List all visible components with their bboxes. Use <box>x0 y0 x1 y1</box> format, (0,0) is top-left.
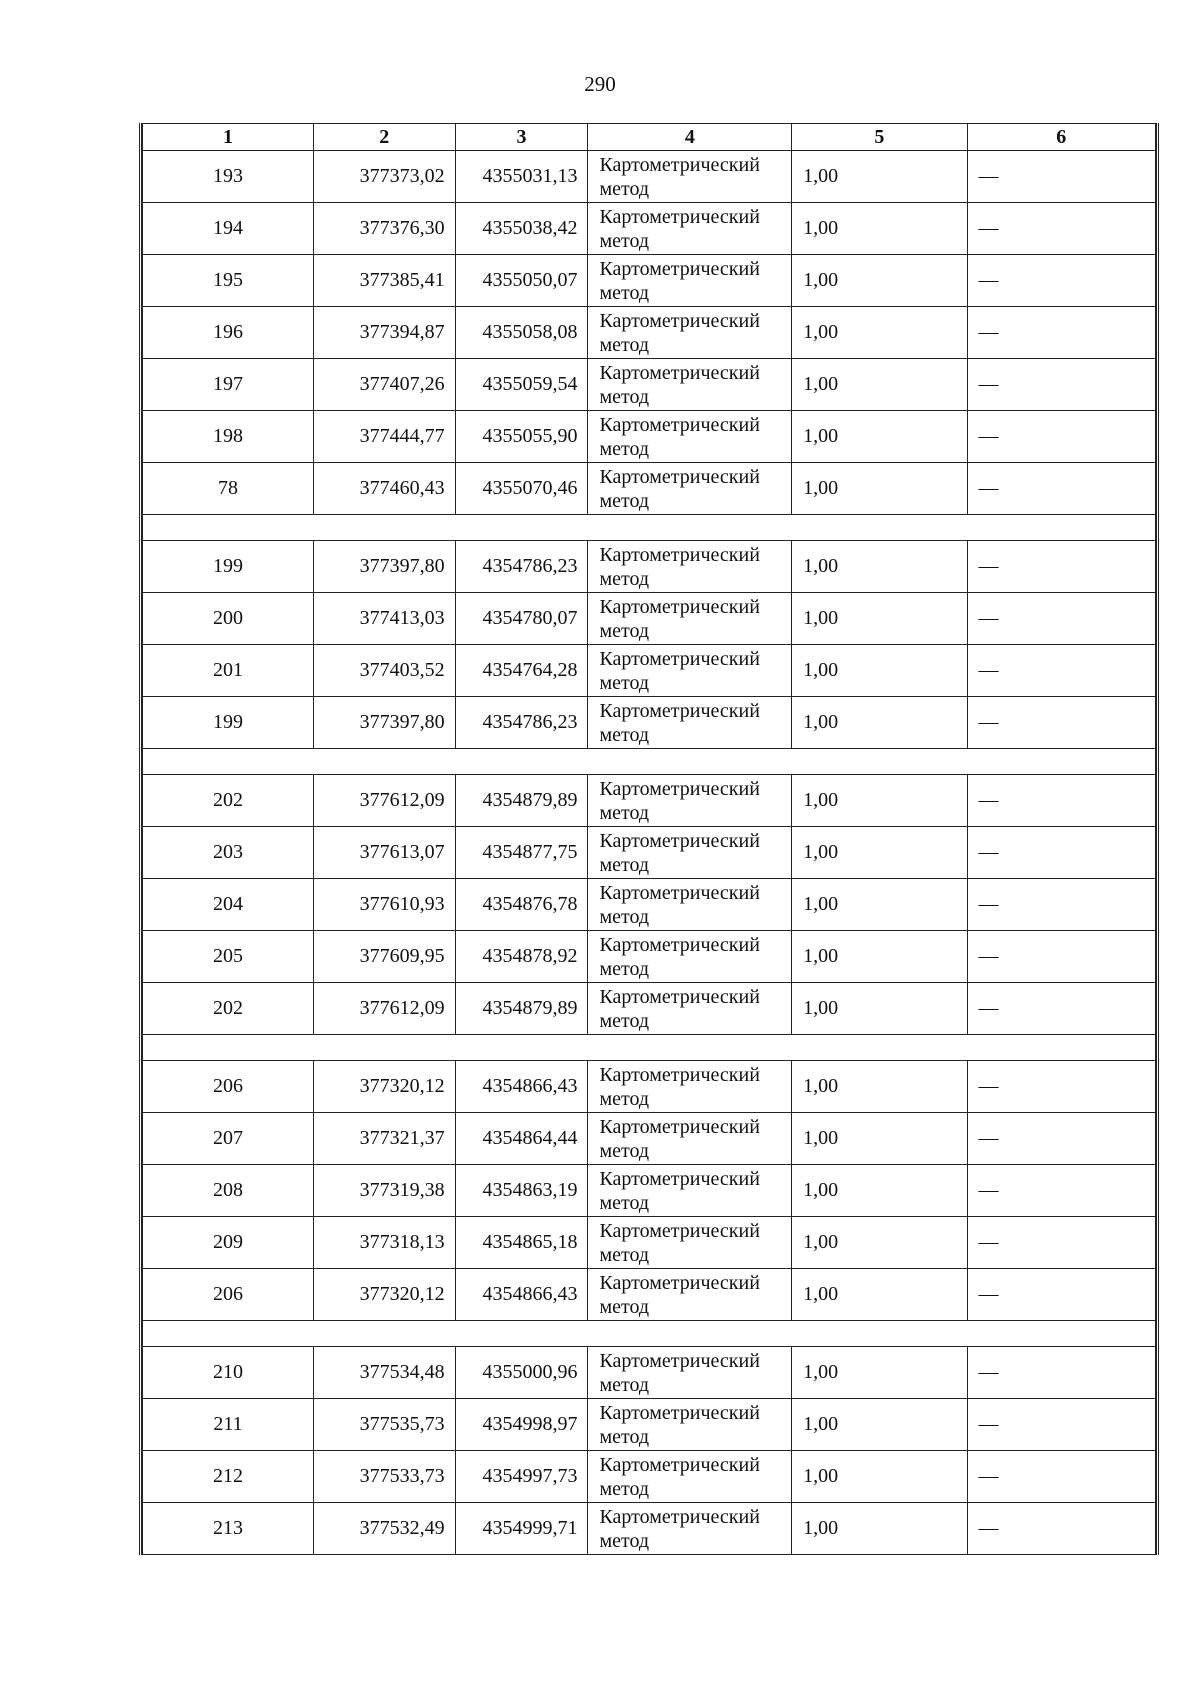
y-coordinate-cell: 4354864,44 <box>455 1113 588 1165</box>
column-header: 2 <box>314 124 456 151</box>
accuracy-cell: 1,00 <box>792 1217 967 1269</box>
method-line-2: метод <box>599 489 650 512</box>
point-number-cell: 205 <box>143 931 314 983</box>
method-cell <box>588 931 792 983</box>
method-cell <box>588 697 792 749</box>
coordinates-table-frame <box>139 123 1159 1555</box>
method-line-2: метод <box>599 905 650 928</box>
method-line-2: метод <box>599 281 650 304</box>
table-row <box>143 1269 1156 1321</box>
point-number-cell: 206 <box>143 1061 314 1113</box>
x-coordinate-cell: 377532,49 <box>314 1503 456 1555</box>
point-number-cell: 204 <box>143 879 314 931</box>
y-coordinate-cell: 4354878,92 <box>455 931 588 983</box>
method-line-1: Картометрический <box>599 881 760 904</box>
y-coordinate-cell: 4355058,08 <box>455 307 588 359</box>
x-coordinate-cell: 377397,80 <box>314 541 456 593</box>
table-row <box>143 541 1156 593</box>
method-cell <box>588 593 792 645</box>
table-row <box>143 1061 1156 1113</box>
method-line-2: метод <box>599 801 650 824</box>
note-cell: — <box>967 1217 1155 1269</box>
accuracy-cell: 1,00 <box>792 151 967 203</box>
x-coordinate-cell: 377534,48 <box>314 1347 456 1399</box>
table-row <box>143 931 1156 983</box>
separator-cell <box>143 1035 1156 1061</box>
method-cell <box>588 1503 792 1555</box>
group-separator-row <box>143 515 1156 541</box>
method-line-1: Картометрический <box>599 1167 760 1190</box>
table-row <box>143 1347 1156 1399</box>
method-line-2: метод <box>599 1139 650 1162</box>
note-cell: — <box>967 1503 1155 1555</box>
x-coordinate-cell: 377612,09 <box>314 983 456 1035</box>
method-cell <box>588 411 792 463</box>
group-separator-row <box>143 749 1156 775</box>
page-number: 290 <box>584 72 616 96</box>
method-cell <box>588 1165 792 1217</box>
table-row <box>143 645 1156 697</box>
point-number-cell: 207 <box>143 1113 314 1165</box>
table-body <box>143 151 1156 1555</box>
method-line-2: метод <box>599 229 650 252</box>
y-coordinate-cell: 4354998,97 <box>455 1399 588 1451</box>
accuracy-cell: 1,00 <box>792 359 967 411</box>
method-line-1: Картометрический <box>599 543 760 566</box>
y-coordinate-cell: 4354866,43 <box>455 1061 588 1113</box>
table-row <box>143 255 1156 307</box>
method-line-1: Картометрический <box>599 595 760 618</box>
table-row <box>143 697 1156 749</box>
table-row <box>143 593 1156 645</box>
note-cell: — <box>967 931 1155 983</box>
point-number-cell: 199 <box>143 541 314 593</box>
accuracy-cell: 1,00 <box>792 1503 967 1555</box>
accuracy-cell: 1,00 <box>792 1451 967 1503</box>
note-cell: — <box>967 983 1155 1035</box>
method-line-1: Картометрический <box>599 1115 760 1138</box>
x-coordinate-cell: 377610,93 <box>314 879 456 931</box>
method-line-1: Картометрический <box>599 361 760 384</box>
note-cell: — <box>967 775 1155 827</box>
method-cell <box>588 255 792 307</box>
x-coordinate-cell: 377612,09 <box>314 775 456 827</box>
note-cell: — <box>967 1061 1155 1113</box>
note-cell: — <box>967 1451 1155 1503</box>
accuracy-cell: 1,00 <box>792 307 967 359</box>
table-row <box>143 1399 1156 1451</box>
method-line-1: Картометрический <box>599 257 760 280</box>
separator-cell <box>143 749 1156 775</box>
method-line-1: Картометрический <box>599 829 760 852</box>
point-number-cell: 211 <box>143 1399 314 1451</box>
column-header: 5 <box>792 124 967 151</box>
y-coordinate-cell: 4354999,71 <box>455 1503 588 1555</box>
method-line-2: метод <box>599 723 650 746</box>
accuracy-cell: 1,00 <box>792 645 967 697</box>
header-row <box>143 124 1156 151</box>
table-row <box>143 827 1156 879</box>
method-cell <box>588 879 792 931</box>
point-number-cell: 78 <box>143 463 314 515</box>
method-line-1: Картометрический <box>599 933 760 956</box>
table-row <box>143 411 1156 463</box>
accuracy-cell: 1,00 <box>792 931 967 983</box>
accuracy-cell: 1,00 <box>792 1347 967 1399</box>
table-row <box>143 359 1156 411</box>
x-coordinate-cell: 377394,87 <box>314 307 456 359</box>
y-coordinate-cell: 4355055,90 <box>455 411 588 463</box>
method-line-2: метод <box>599 177 650 200</box>
method-line-2: метод <box>599 1373 650 1396</box>
accuracy-cell: 1,00 <box>792 775 967 827</box>
note-cell: — <box>967 255 1155 307</box>
point-number-cell: 198 <box>143 411 314 463</box>
method-cell <box>588 151 792 203</box>
y-coordinate-cell: 4355059,54 <box>455 359 588 411</box>
method-line-1: Картометрический <box>599 413 760 436</box>
note-cell: — <box>967 645 1155 697</box>
point-number-cell: 202 <box>143 983 314 1035</box>
y-coordinate-cell: 4355070,46 <box>455 463 588 515</box>
method-line-2: метод <box>599 385 650 408</box>
y-coordinate-cell: 4354786,23 <box>455 541 588 593</box>
method-line-1: Картометрический <box>599 777 760 800</box>
x-coordinate-cell: 377318,13 <box>314 1217 456 1269</box>
y-coordinate-cell: 4354764,28 <box>455 645 588 697</box>
method-line-2: метод <box>599 619 650 642</box>
method-line-2: метод <box>599 1087 650 1110</box>
method-line-1: Картометрический <box>599 1349 760 1372</box>
x-coordinate-cell: 377613,07 <box>314 827 456 879</box>
y-coordinate-cell: 4354780,07 <box>455 593 588 645</box>
note-cell: — <box>967 463 1155 515</box>
accuracy-cell: 1,00 <box>792 879 967 931</box>
method-line-1: Картометрический <box>599 985 760 1008</box>
point-number-cell: 210 <box>143 1347 314 1399</box>
accuracy-cell: 1,00 <box>792 1061 967 1113</box>
note-cell: — <box>967 1399 1155 1451</box>
table-row <box>143 1113 1156 1165</box>
separator-cell <box>143 515 1156 541</box>
accuracy-cell: 1,00 <box>792 1165 967 1217</box>
y-coordinate-cell: 4354876,78 <box>455 879 588 931</box>
table-row <box>143 983 1156 1035</box>
note-cell: — <box>967 879 1155 931</box>
method-line-2: метод <box>599 957 650 980</box>
y-coordinate-cell: 4354879,89 <box>455 983 588 1035</box>
note-cell: — <box>967 1347 1155 1399</box>
method-line-1: Картометрический <box>599 1063 760 1086</box>
note-cell: — <box>967 593 1155 645</box>
method-cell <box>588 541 792 593</box>
table-row <box>143 203 1156 255</box>
method-line-1: Картометрический <box>599 153 760 176</box>
method-line-1: Картометрический <box>599 1453 760 1476</box>
point-number-cell: 195 <box>143 255 314 307</box>
x-coordinate-cell: 377320,12 <box>314 1061 456 1113</box>
method-cell <box>588 645 792 697</box>
method-cell <box>588 1113 792 1165</box>
method-cell <box>588 1451 792 1503</box>
method-line-1: Картометрический <box>599 1271 760 1294</box>
table-row <box>143 1165 1156 1217</box>
method-cell <box>588 983 792 1035</box>
x-coordinate-cell: 377385,41 <box>314 255 456 307</box>
note-cell: — <box>967 541 1155 593</box>
y-coordinate-cell: 4355038,42 <box>455 203 588 255</box>
note-cell: — <box>967 411 1155 463</box>
table-row <box>143 151 1156 203</box>
method-line-1: Картометрический <box>599 205 760 228</box>
method-line-1: Картометрический <box>599 699 760 722</box>
point-number-cell: 194 <box>143 203 314 255</box>
point-number-cell: 199 <box>143 697 314 749</box>
column-header: 3 <box>455 124 588 151</box>
method-line-2: метод <box>599 1191 650 1214</box>
method-cell <box>588 463 792 515</box>
method-line-2: метод <box>599 1425 650 1448</box>
method-line-2: метод <box>599 1009 650 1032</box>
method-line-2: метод <box>599 671 650 694</box>
point-number-cell: 206 <box>143 1269 314 1321</box>
y-coordinate-cell: 4355031,13 <box>455 151 588 203</box>
y-coordinate-cell: 4355050,07 <box>455 255 588 307</box>
group-separator-row <box>143 1035 1156 1061</box>
accuracy-cell: 1,00 <box>792 1113 967 1165</box>
x-coordinate-cell: 377373,02 <box>314 151 456 203</box>
method-cell <box>588 1269 792 1321</box>
accuracy-cell: 1,00 <box>792 697 967 749</box>
point-number-cell: 202 <box>143 775 314 827</box>
x-coordinate-cell: 377609,95 <box>314 931 456 983</box>
x-coordinate-cell: 377535,73 <box>314 1399 456 1451</box>
method-cell <box>588 827 792 879</box>
column-header: 1 <box>143 124 314 151</box>
method-line-1: Картометрический <box>599 309 760 332</box>
x-coordinate-cell: 377444,77 <box>314 411 456 463</box>
x-coordinate-cell: 377407,26 <box>314 359 456 411</box>
accuracy-cell: 1,00 <box>792 827 967 879</box>
method-line-2: метод <box>599 1243 650 1266</box>
accuracy-cell: 1,00 <box>792 411 967 463</box>
x-coordinate-cell: 377403,52 <box>314 645 456 697</box>
method-cell <box>588 1399 792 1451</box>
accuracy-cell: 1,00 <box>792 1399 967 1451</box>
note-cell: — <box>967 1165 1155 1217</box>
accuracy-cell: 1,00 <box>792 203 967 255</box>
note-cell: — <box>967 1269 1155 1321</box>
column-header: 6 <box>967 124 1155 151</box>
table-row <box>143 1503 1156 1555</box>
table-row <box>143 1217 1156 1269</box>
method-line-2: метод <box>599 567 650 590</box>
point-number-cell: 197 <box>143 359 314 411</box>
point-number-cell: 208 <box>143 1165 314 1217</box>
method-cell <box>588 775 792 827</box>
table-row <box>143 1451 1156 1503</box>
x-coordinate-cell: 377460,43 <box>314 463 456 515</box>
method-line-2: метод <box>599 853 650 876</box>
accuracy-cell: 1,00 <box>792 1269 967 1321</box>
accuracy-cell: 1,00 <box>792 593 967 645</box>
y-coordinate-cell: 4354865,18 <box>455 1217 588 1269</box>
point-number-cell: 193 <box>143 151 314 203</box>
coordinates-table <box>142 123 1156 1555</box>
point-number-cell: 200 <box>143 593 314 645</box>
note-cell: — <box>967 307 1155 359</box>
note-cell: — <box>967 203 1155 255</box>
method-cell <box>588 1061 792 1113</box>
accuracy-cell: 1,00 <box>792 983 967 1035</box>
y-coordinate-cell: 4354786,23 <box>455 697 588 749</box>
method-line-2: метод <box>599 437 650 460</box>
point-number-cell: 213 <box>143 1503 314 1555</box>
column-header: 4 <box>588 124 792 151</box>
method-cell <box>588 307 792 359</box>
x-coordinate-cell: 377397,80 <box>314 697 456 749</box>
table-row <box>143 463 1156 515</box>
point-number-cell: 196 <box>143 307 314 359</box>
method-cell <box>588 203 792 255</box>
y-coordinate-cell: 4355000,96 <box>455 1347 588 1399</box>
point-number-cell: 209 <box>143 1217 314 1269</box>
accuracy-cell: 1,00 <box>792 463 967 515</box>
note-cell: — <box>967 827 1155 879</box>
method-line-1: Картометрический <box>599 1505 760 1528</box>
method-line-1: Картометрический <box>599 465 760 488</box>
note-cell: — <box>967 1113 1155 1165</box>
y-coordinate-cell: 4354997,73 <box>455 1451 588 1503</box>
x-coordinate-cell: 377376,30 <box>314 203 456 255</box>
method-line-1: Картометрический <box>599 647 760 670</box>
note-cell: — <box>967 359 1155 411</box>
method-cell <box>588 359 792 411</box>
point-number-cell: 212 <box>143 1451 314 1503</box>
accuracy-cell: 1,00 <box>792 541 967 593</box>
method-line-2: метод <box>599 333 650 356</box>
x-coordinate-cell: 377413,03 <box>314 593 456 645</box>
method-line-1: Картометрический <box>599 1401 760 1424</box>
group-separator-row <box>143 1321 1156 1347</box>
point-number-cell: 203 <box>143 827 314 879</box>
y-coordinate-cell: 4354879,89 <box>455 775 588 827</box>
y-coordinate-cell: 4354877,75 <box>455 827 588 879</box>
point-number-cell: 201 <box>143 645 314 697</box>
separator-cell <box>143 1321 1156 1347</box>
y-coordinate-cell: 4354863,19 <box>455 1165 588 1217</box>
method-cell <box>588 1217 792 1269</box>
x-coordinate-cell: 377321,37 <box>314 1113 456 1165</box>
table-row <box>143 775 1156 827</box>
method-line-2: метод <box>599 1295 650 1318</box>
table-row <box>143 307 1156 359</box>
method-cell <box>588 1347 792 1399</box>
note-cell: — <box>967 151 1155 203</box>
x-coordinate-cell: 377533,73 <box>314 1451 456 1503</box>
method-line-2: метод <box>599 1477 650 1500</box>
method-line-2: метод <box>599 1529 650 1552</box>
note-cell: — <box>967 697 1155 749</box>
method-line-1: Картометрический <box>599 1219 760 1242</box>
y-coordinate-cell: 4354866,43 <box>455 1269 588 1321</box>
x-coordinate-cell: 377320,12 <box>314 1269 456 1321</box>
accuracy-cell: 1,00 <box>792 255 967 307</box>
x-coordinate-cell: 377319,38 <box>314 1165 456 1217</box>
table-row <box>143 879 1156 931</box>
